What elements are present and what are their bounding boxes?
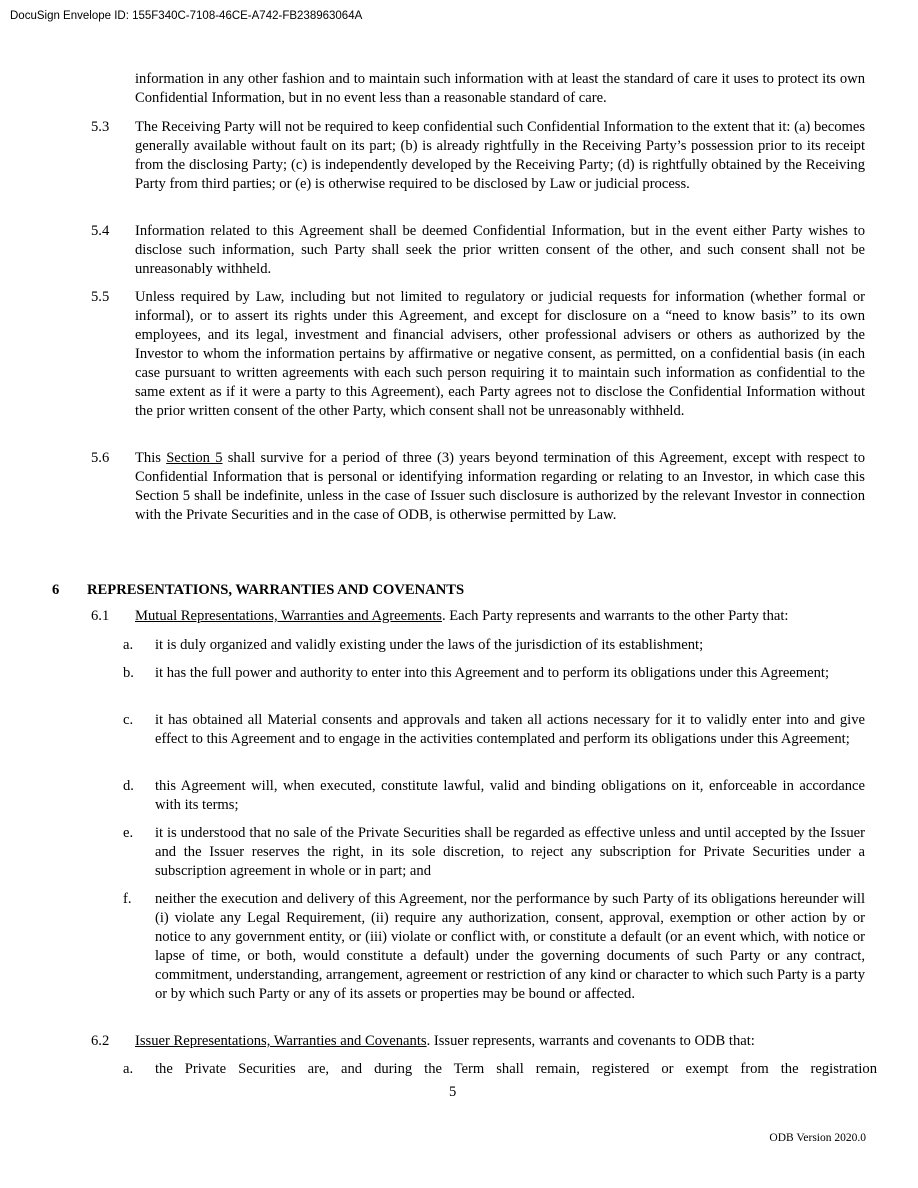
- clause-number-6-1: 6.1: [91, 608, 110, 624]
- section-5-reference: Section 5: [166, 450, 223, 466]
- clause-5-4-text: Information related to this Agreement shall be deemed Confidential Information, but in the event either Party wishes to disclose such information, such Party shall seek the prior written consent of the other, and such consent shall not be unreasonably withheld.: [135, 223, 865, 277]
- section-6-number: 6: [52, 582, 60, 598]
- clause-number-6-2: 6.2: [91, 1033, 110, 1049]
- clause-number-5-5: 5.5: [91, 289, 110, 305]
- clause-6-2-text: [135, 1032, 895, 1051]
- clause-6-2-body: . Issuer represents, warrants and covenants to ODB that:: [426, 1033, 755, 1049]
- clause-6-1-title: Mutual Representations, Warranties and Agreements: [135, 608, 442, 624]
- item-letter-a: a.: [123, 637, 134, 653]
- clause-5-6-text: [135, 449, 865, 525]
- clause-number-5-3: 5.3: [91, 119, 110, 135]
- item-6-2-letter-a: a.: [123, 1061, 134, 1077]
- clause-number-5-6: 5.6: [91, 450, 110, 466]
- clause-5-6-pre: This: [135, 450, 167, 466]
- clause-5-3-text: The Receiving Party will not be required to keep confidential such Confidential Information to the extent that it: (a) becomes generally available without fault on its part; (b) is already rightfully in the Receiving Party’s possession prior to its receipt from the disclosing Party; (c) is independently developed by the Receiving Party; (d) is rightfully obtained by the Receiving Party from third parties; or (e) is otherwise required to be disclosed by Law or judicial process.: [135, 119, 865, 192]
- clause-5-6-body: shall survive for a period of three (3) years beyond termination of this Agreement, except with respect to Confidential Information that is personal or identifying information regarding or relating to an Investor, in which case this Section 5 shall be indefinite, unless in the case of Issuer such disclosure is authorized by the relevant Investor in connection with the Private Securities and in the case of ODB, is otherwise permitted by Law.: [135, 450, 865, 523]
- item-a-text: it is duly organized and validly existing under the laws of the jurisdiction of its establishment;: [155, 637, 704, 653]
- clause-number-5-4: 5.4: [91, 223, 110, 239]
- item-e-text: it is understood that no sale of the Private Securities shall be regarded as effective unless and until accepted by the Issuer and the Issuer reserves the right, in its sole discretion, to reject any subscription for Private Securities under a subscription agreement in whole or in part; and: [155, 825, 865, 879]
- item-b-text: it has the full power and authority to enter into this Agreement and to perform its obligations under this Agreement;: [155, 665, 830, 681]
- clause-5-5-text: Unless required by Law, including but not limited to regulatory or judicial requests for information (whether formal or informal), or to assert its rights under this Agreement, and except for disclosure on a “need to know basis” to its own employees, and its legal, investment and financial advisers, other professional advisers or others as authorized by the Investor to whom the information pertains by affirmative or negative consent, as permitted, on a confidential basis (in each case pursuant to written agreements with each such person requiring it to maintain such information as confidential to the same extent as if it were a party to this Agreement), each Party agrees not to disclose the Confidential Information without the prior written consent of the other Party, which consent shall not be unreasonably withheld.: [135, 289, 865, 419]
- section-6-title: REPRESENTATIONS, WARRANTIES AND COVENANTS: [87, 582, 465, 598]
- item-letter-c: c.: [123, 712, 134, 728]
- item-letter-d: d.: [123, 778, 134, 794]
- item-f-text: neither the execution and delivery of this Agreement, nor the performance by such Party of its obligations hereunder will (i) violate any Legal Requirement, (ii) require any authorization, consent, approval, exemption or other action by or notice to any government entity, or (iii) violate or conflict with, or constitute a default (or an event which, with notice or lapse of time, or both, would constitute a default) under the governing documents of such Party or any contract, commitment, understanding, arrangement, agreement or restriction of any kind or character to which such Party is a party or by which such Party or any of its assets or properties may be bound or affected.: [155, 891, 865, 1002]
- docusign-envelope-id: DocuSign Envelope ID: 155F340C-7108-46CE-A742-FB238963064A: [10, 10, 363, 22]
- paragraph-continuation: information in any other fashion and to maintain such information with at least the standard of care it uses to protect its own Confidential Information, but in no event less than a reasonable standard of care.: [135, 71, 865, 106]
- item-c-text: it has obtained all Material consents and approvals and taken all actions necessary for it to validly enter into and give effect to this Agreement and to engage in the activities contemplated and perform its obligations under this Agreement;: [155, 712, 865, 747]
- clause-6-2-title: Issuer Representations, Warranties and Covenants: [135, 1033, 427, 1049]
- item-letter-f: f.: [123, 891, 132, 907]
- item-letter-e: e.: [123, 825, 134, 841]
- item-6-2-a-text: the Private Securities are, and during the Term shall remain, registered or exempt from the registration: [155, 1061, 877, 1077]
- clause-6-1-body: . Each Party represents and warrants to the other Party that:: [441, 608, 789, 624]
- clause-6-1-text: [135, 607, 895, 626]
- item-d-text: this Agreement will, when executed, constitute lawful, valid and binding obligations on it, enforceable in accordance with its terms;: [155, 778, 865, 813]
- item-letter-b: b.: [123, 665, 134, 681]
- version-label: ODB Version 2020.0: [769, 1132, 866, 1144]
- page-number: 5: [449, 1084, 457, 1100]
